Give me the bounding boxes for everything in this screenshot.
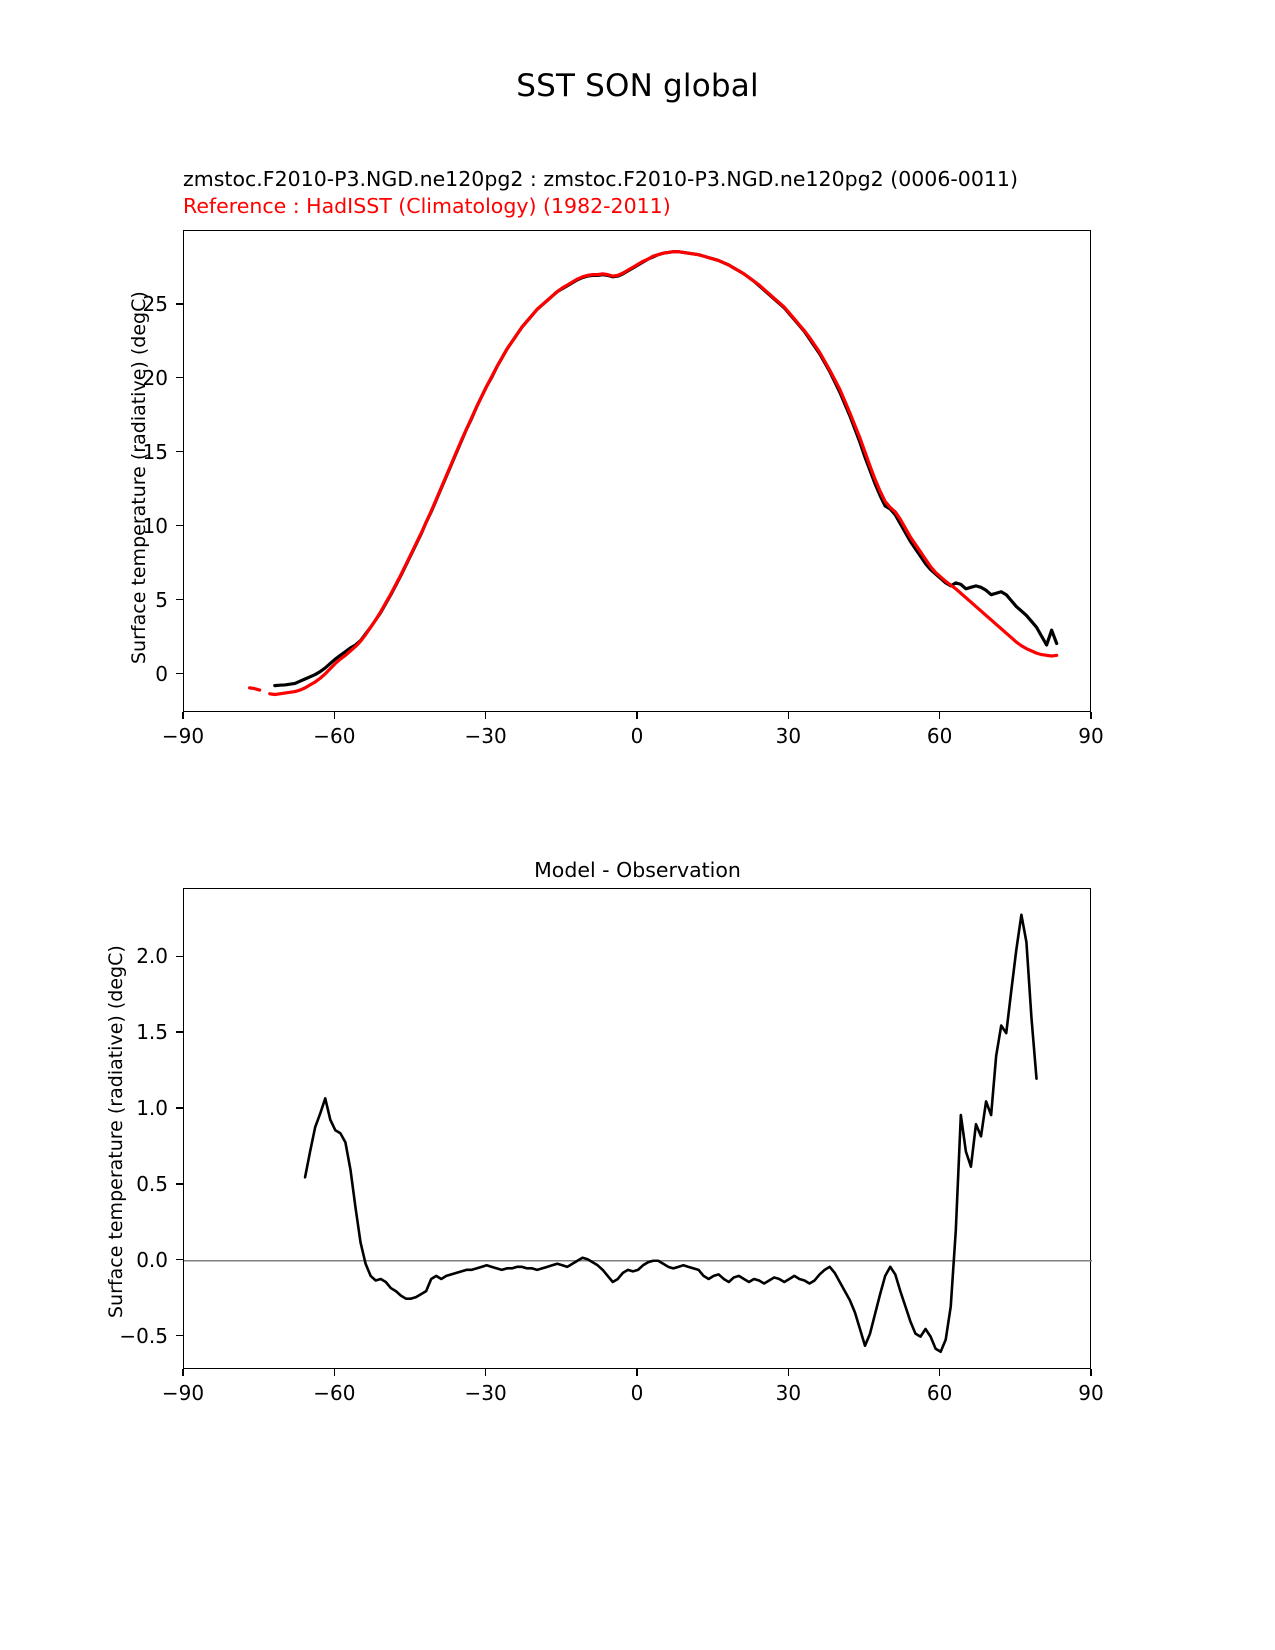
y-tick-mark [176, 1107, 183, 1108]
y-tick-mark [176, 1031, 183, 1032]
x-tick-mark [334, 712, 335, 719]
series-lines-panel2 [184, 889, 1092, 1370]
x-tick-label: −60 [313, 1381, 356, 1405]
figure-title: SST SON global [516, 68, 759, 104]
y-tick-label: 2.0 [136, 944, 168, 969]
x-tick-label: −60 [313, 724, 356, 748]
x-tick-label: 60 [926, 1381, 953, 1405]
x-tick-mark [636, 1369, 637, 1376]
y-tick-mark [176, 1335, 183, 1336]
x-tick-mark [1090, 1369, 1091, 1376]
caption-model: zmstoc.F2010-P3.NGD.ne120pg2 : zmstoc.F2010-P3.NGD.ne120pg2 (0006-0011) [183, 167, 1018, 191]
x-tick-label: 30 [775, 1381, 802, 1405]
y-tick-label: 0.5 [136, 1171, 168, 1196]
y-tick-label: 1.0 [136, 1096, 168, 1121]
y-tick-label: 25 [142, 291, 168, 316]
y-tick-label: 0 [155, 661, 168, 686]
y-tick-mark [176, 451, 183, 452]
x-tick-label: −90 [161, 724, 205, 748]
x-tick-label: 60 [926, 724, 953, 748]
y-axis-label-panel2: Surface temperature (radiative) (degC) [105, 945, 127, 1318]
x-tick-mark [788, 1369, 789, 1376]
y-tick-label: 5 [155, 587, 168, 612]
series-lines-panel1 [184, 231, 1092, 713]
panel-absolute [0, 0, 1275, 760]
x-tick-label: 90 [1078, 1381, 1104, 1405]
x-tick-label: −90 [161, 1381, 205, 1405]
x-tick-mark [636, 712, 637, 719]
plot-area-panel2 [183, 888, 1091, 1369]
x-tick-label: −30 [464, 724, 507, 748]
x-tick-mark [182, 1369, 183, 1376]
x-tick-mark [939, 1369, 940, 1376]
x-tick-label: 0 [630, 724, 644, 748]
x-tick-label: 90 [1078, 724, 1104, 748]
y-tick-mark [176, 1259, 183, 1260]
x-tick-mark [788, 712, 789, 719]
y-tick-mark [176, 303, 183, 304]
y-tick-label: 10 [142, 513, 168, 538]
y-tick-label: 1.5 [136, 1020, 168, 1045]
y-tick-label: 15 [142, 439, 168, 464]
x-tick-mark [485, 1369, 486, 1376]
x-tick-mark [182, 712, 183, 719]
y-tick-label: −0.5 [119, 1323, 168, 1348]
x-tick-label: −30 [464, 1381, 507, 1405]
x-tick-label: 30 [775, 724, 802, 748]
x-tick-mark [485, 712, 486, 719]
x-tick-mark [1090, 712, 1091, 719]
y-tick-mark [176, 525, 183, 526]
caption-reference: Reference : HadISST (Climatology) (1982-2011) [183, 194, 671, 219]
y-tick-mark [176, 599, 183, 600]
y-tick-label: 20 [142, 365, 168, 390]
x-tick-label: 0 [630, 1381, 644, 1405]
x-tick-mark [939, 712, 940, 719]
y-tick-mark [176, 377, 183, 378]
y-tick-mark [176, 1183, 183, 1184]
plot-area-panel1 [183, 230, 1091, 712]
y-tick-mark [176, 956, 183, 957]
panel2-title: Model - Observation [534, 858, 741, 882]
y-tick-mark [176, 673, 183, 674]
y-tick-label: 0.0 [136, 1247, 168, 1272]
x-tick-mark [334, 1369, 335, 1376]
y-axis-label-panel1: Surface temperature (radiative) (degC) [128, 291, 150, 664]
